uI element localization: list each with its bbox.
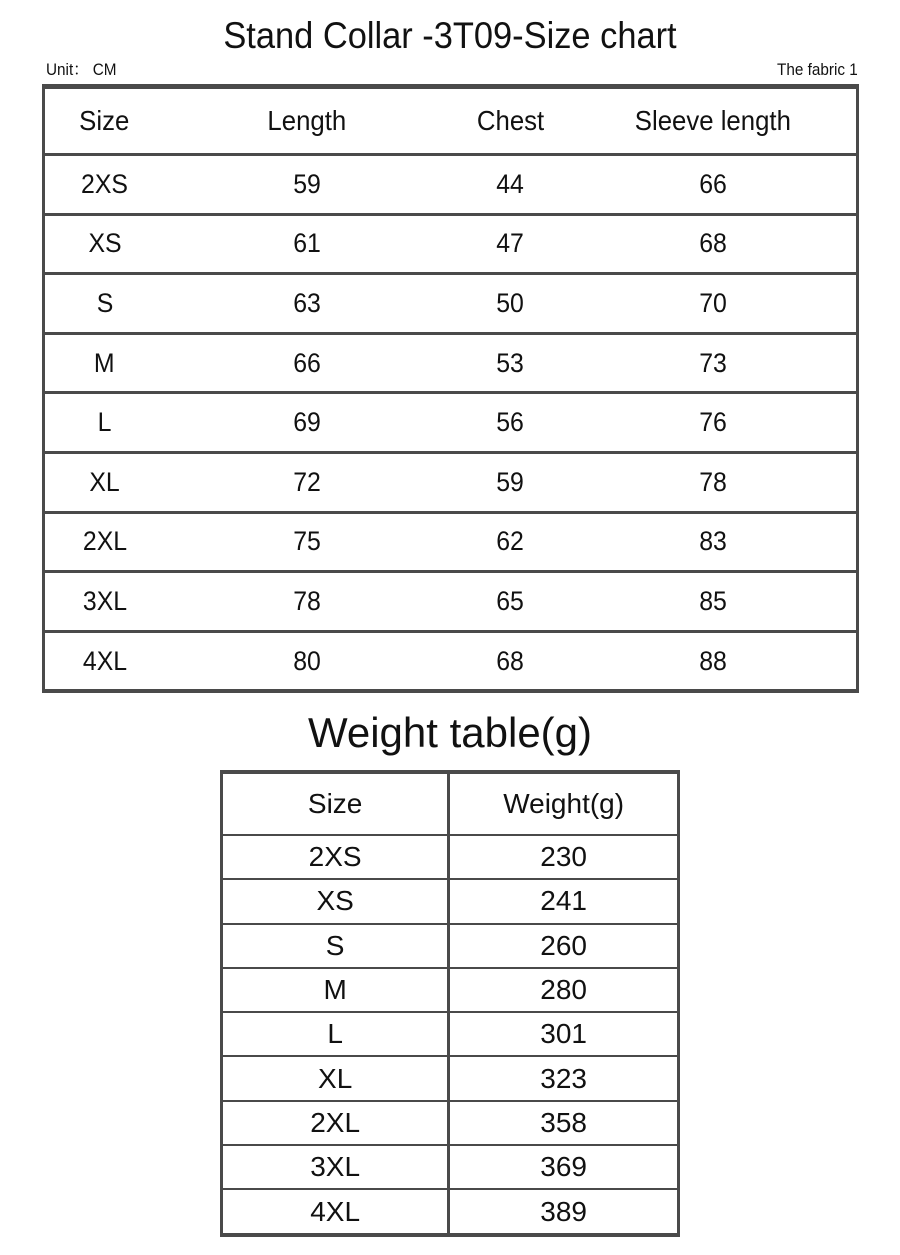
weight-table	[220, 770, 680, 1237]
cell-chest: 68	[496, 645, 524, 676]
column-header-weight: Weight(g)	[449, 772, 679, 835]
table-row	[44, 512, 858, 572]
unit-label: Unit： CM	[46, 60, 117, 79]
cell-size: S	[222, 924, 449, 968]
cell-length: 61	[164, 214, 450, 274]
column-header-chest: Chest	[450, 87, 571, 155]
cell-weight: 369	[449, 1145, 679, 1189]
cell-size: 2XS	[222, 835, 449, 879]
cell-chest: 62	[450, 512, 571, 572]
cell-length: 63	[164, 274, 450, 334]
cell-size: XL	[222, 1056, 449, 1100]
cell-sleeve-length: 83	[570, 512, 857, 572]
cell-size: L	[44, 393, 165, 453]
cell-size: S	[44, 274, 165, 334]
cell-sleeve-length: 88	[699, 645, 728, 676]
size-chart-body	[44, 155, 858, 692]
cell-size: 4XL	[222, 1189, 449, 1234]
cell-size: L	[222, 1012, 449, 1056]
cell-weight: 389	[540, 1195, 587, 1227]
cell-weight: 241	[449, 879, 679, 923]
table-row	[222, 968, 679, 1012]
weight-table-body	[222, 835, 679, 1235]
cell-size: XL	[44, 452, 165, 512]
table-row	[222, 1012, 679, 1056]
size-chart-table	[42, 84, 859, 693]
table-row	[222, 879, 679, 923]
cell-size: 2XL	[222, 1101, 449, 1145]
table-row	[222, 1145, 679, 1189]
cell-sleeve-length: 78	[570, 452, 857, 512]
table-row	[222, 835, 679, 879]
table-row	[44, 214, 858, 274]
table-row	[44, 631, 858, 691]
column-header-length: Length	[164, 87, 450, 155]
cell-length: 78	[164, 572, 450, 632]
cell-length: 72	[164, 452, 450, 512]
cell-length: 69	[164, 393, 450, 453]
table-row	[44, 274, 858, 334]
cell-sleeve-length: 66	[570, 155, 857, 215]
cell-sleeve-length: 76	[570, 393, 857, 453]
size-chart-title: Stand Collar -3T09-Size chart	[223, 15, 677, 56]
cell-length: 59	[164, 155, 450, 215]
cell-weight: 323	[449, 1056, 679, 1100]
cell-size: 4XL	[82, 645, 127, 676]
cell-chest: 53	[450, 333, 571, 393]
cell-size: 2XL	[44, 512, 165, 572]
cell-length: 66	[164, 333, 450, 393]
cell-sleeve-length: 70	[570, 274, 857, 334]
weight-table-title: Weight table(g)	[307, 709, 593, 756]
cell-sleeve-length: 73	[570, 333, 857, 393]
cell-size: M	[44, 333, 165, 393]
table-row	[44, 393, 858, 453]
cell-size: 3XL	[44, 572, 165, 632]
cell-weight: 230	[449, 835, 679, 879]
cell-size: 2XS	[44, 155, 165, 215]
cell-weight: 260	[449, 924, 679, 968]
table-row	[44, 155, 858, 215]
cell-size: 3XL	[222, 1145, 449, 1189]
cell-size: M	[222, 968, 449, 1012]
cell-chest: 59	[450, 452, 571, 512]
cell-chest: 47	[450, 214, 571, 274]
cell-size: XS	[222, 879, 449, 923]
cell-length: 75	[164, 512, 450, 572]
weight-table-header-row	[222, 772, 679, 835]
table-row	[44, 572, 858, 632]
table-row	[44, 452, 858, 512]
size-chart-header-row	[44, 87, 858, 155]
table-row	[222, 924, 679, 968]
cell-sleeve-length: 85	[570, 572, 857, 632]
column-header-sleeve-length: Sleeve length	[570, 87, 857, 155]
cell-size: XS	[44, 214, 165, 274]
table-row	[44, 333, 858, 393]
cell-weight: 280	[449, 968, 679, 1012]
cell-chest: 50	[450, 274, 571, 334]
cell-chest: 65	[450, 572, 571, 632]
cell-chest: 44	[450, 155, 571, 215]
fabric-label: The fabric 1	[777, 60, 858, 79]
table-row	[222, 1056, 679, 1100]
table-row	[222, 1101, 679, 1145]
cell-chest: 56	[450, 393, 571, 453]
column-header-size: Size	[222, 772, 449, 835]
table-row	[222, 1189, 679, 1234]
cell-sleeve-length: 68	[570, 214, 857, 274]
column-header-size: Size	[44, 87, 165, 155]
cell-length: 80	[293, 645, 321, 676]
cell-weight: 358	[449, 1101, 679, 1145]
cell-weight: 301	[449, 1012, 679, 1056]
